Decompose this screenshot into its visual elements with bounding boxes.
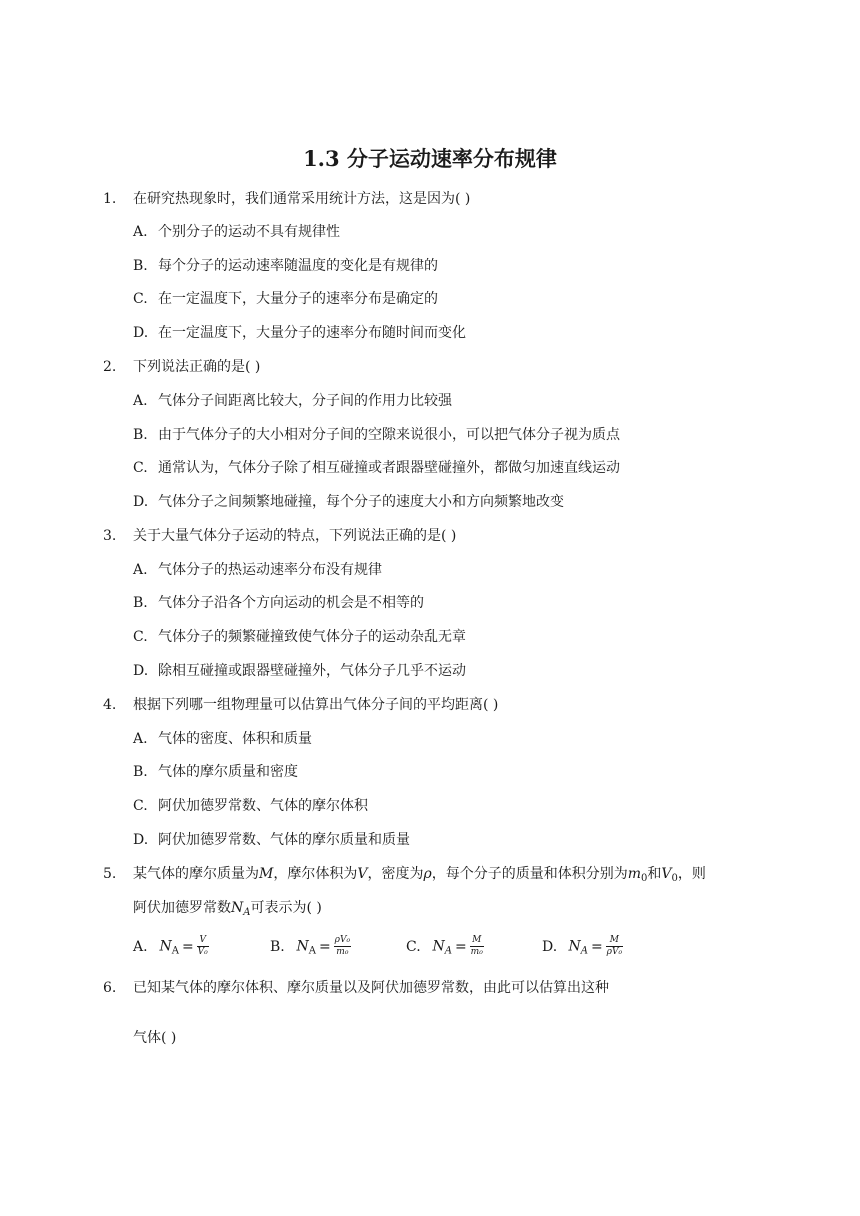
- stem-text: ，每个分子的质量和体积分别为: [431, 866, 628, 882]
- option-letter: C.: [133, 629, 148, 645]
- option-c[interactable]: [133, 289, 438, 309]
- page-title: 1.3 分子运动速率分布规律: [303, 146, 557, 171]
- math-subscript: A: [580, 945, 588, 957]
- stem-text: ，密度为: [367, 866, 424, 882]
- math-symbol: N: [296, 938, 309, 955]
- question-number: 6.: [103, 980, 117, 996]
- equals-sign: =: [181, 938, 194, 955]
- option-b[interactable]: [133, 256, 438, 276]
- question-stem: 根据下列哪一组物理量可以估算出气体分子间的平均距离( ): [133, 697, 499, 713]
- question-stem-line-2: [133, 898, 322, 923]
- fraction-numerator: M: [470, 935, 484, 947]
- option-letter: B.: [133, 595, 148, 611]
- option-letter: B.: [133, 427, 148, 443]
- option-letter: D.: [133, 494, 149, 510]
- option-a[interactable]: [133, 222, 340, 242]
- option-text: 气体的摩尔质量和密度: [158, 764, 298, 780]
- question-number: 4.: [103, 697, 117, 713]
- option-letter: A.: [133, 224, 148, 240]
- option-text: 气体分子的热运动速率分布没有规律: [158, 562, 382, 578]
- option-text: 由于气体分子的大小相对分子间的空隙来说很小，可以把气体分子视为质点: [158, 427, 620, 443]
- question-number: 2.: [103, 359, 117, 375]
- fraction: [606, 935, 623, 958]
- option-letter: A.: [133, 562, 148, 578]
- stem-text: 阿伏加德罗常数: [133, 900, 231, 916]
- fraction: [470, 935, 484, 958]
- math-subscript: A: [444, 945, 452, 957]
- math-symbol: N: [568, 938, 581, 955]
- option-d[interactable]: [542, 935, 623, 962]
- math-symbol: V: [357, 866, 368, 882]
- equals-sign: =: [318, 938, 331, 955]
- option-text: 阿伏加德罗常数、气体的摩尔体积: [158, 798, 368, 814]
- equals-sign: =: [590, 938, 603, 955]
- stem-text: ，则: [677, 866, 706, 882]
- option-letter: A.: [133, 393, 148, 409]
- option-d[interactable]: [133, 830, 410, 850]
- question-stem: 在研究热现象时，我们通常采用统计方法，这是因为( ): [133, 191, 471, 207]
- question-number: 5.: [103, 866, 117, 882]
- option-letter: A.: [133, 938, 148, 955]
- option-letter: C.: [406, 938, 421, 955]
- fraction-denominator: m₀: [470, 947, 483, 957]
- question-stem: 关于大量气体分子运动的特点，下列说法正确的是( ): [133, 528, 457, 544]
- option-text: 在一定温度下，大量分子的速率分布随时间而变化: [158, 325, 466, 341]
- option-c[interactable]: [133, 458, 620, 478]
- math-symbol: M: [259, 866, 274, 882]
- option-a[interactable]: [133, 729, 312, 749]
- option-a[interactable]: [133, 391, 452, 411]
- option-text: 除相互碰撞或跟器壁碰撞外，气体分子几乎不运动: [158, 663, 466, 679]
- fraction-denominator: ρV₀: [606, 947, 623, 957]
- option-letter: A.: [133, 731, 148, 747]
- fraction-denominator: m₀: [336, 947, 349, 957]
- option-d[interactable]: [133, 661, 466, 681]
- option-letter: B.: [133, 764, 148, 780]
- math-symbol: ρ: [423, 866, 432, 882]
- option-text: 个别分子的运动不具有规律性: [158, 224, 340, 240]
- option-letter: D.: [133, 832, 149, 848]
- option-b[interactable]: [270, 935, 351, 962]
- option-c[interactable]: [406, 935, 484, 962]
- option-letter: B.: [133, 258, 148, 274]
- option-b[interactable]: [133, 762, 298, 782]
- fraction: [334, 935, 351, 958]
- option-letter: D.: [133, 663, 149, 679]
- option-c[interactable]: [133, 796, 368, 816]
- math-symbol: V: [661, 866, 672, 882]
- question-stem-line-1: 已知某气体的摩尔体积、摩尔质量以及阿伏加德罗常数，由此可以估算出这种: [133, 980, 609, 996]
- stem-text: 和: [647, 866, 662, 882]
- stem-text: ，摩尔体积为: [273, 866, 358, 882]
- math-subscript: A: [308, 945, 316, 957]
- math-subscript: A: [171, 945, 179, 957]
- option-c[interactable]: [133, 627, 466, 647]
- option-a[interactable]: [133, 560, 382, 580]
- option-letter: C.: [133, 291, 148, 307]
- question-stem: 下列说法正确的是( ): [133, 359, 261, 375]
- math-subscript: A: [243, 907, 251, 918]
- option-letter: D.: [542, 938, 558, 955]
- option-letter: D.: [133, 325, 149, 341]
- equals-sign: =: [454, 938, 467, 955]
- option-b[interactable]: [133, 593, 424, 613]
- math-symbol: N: [159, 938, 172, 955]
- question-number: 1.: [103, 191, 117, 207]
- option-letter: B.: [270, 938, 285, 955]
- question-stem-line-2: 气体( ): [133, 1030, 177, 1046]
- math-symbol: N: [231, 900, 244, 916]
- math-subscript: 0: [640, 873, 648, 884]
- option-d[interactable]: [133, 492, 564, 512]
- option-a[interactable]: [133, 935, 209, 962]
- option-text: 气体的密度、体积和质量: [158, 731, 312, 747]
- option-text: 通常认为，气体分子除了相互碰撞或者跟器壁碰撞外，都做匀加速直线运动: [158, 460, 620, 476]
- fraction: [197, 935, 209, 958]
- stem-text: 某气体的摩尔质量为: [133, 866, 259, 882]
- option-b[interactable]: [133, 425, 620, 445]
- math-subscript: 0: [671, 873, 678, 884]
- option-text: 气体分子之间频繁地碰撞，每个分子的速度大小和方向频繁地改变: [158, 494, 564, 510]
- question-number: 3.: [103, 528, 117, 544]
- fraction-numerator: M: [606, 935, 623, 947]
- option-letter: C.: [133, 798, 148, 814]
- fraction-numerator: V: [197, 935, 209, 947]
- question-stem-line-1: [133, 864, 706, 889]
- stem-text: 可表示为( ): [250, 900, 322, 916]
- option-text: 气体分子沿各个方向运动的机会是不相等的: [158, 595, 424, 611]
- math-symbol: N: [432, 938, 445, 955]
- math-symbol: m: [627, 866, 641, 882]
- option-d[interactable]: [133, 323, 466, 343]
- option-text: 在一定温度下，大量分子的速率分布是确定的: [158, 291, 438, 307]
- option-text: 阿伏加德罗常数、气体的摩尔质量和质量: [158, 832, 410, 848]
- option-text: 每个分子的运动速率随温度的变化是有规律的: [158, 258, 438, 274]
- option-letter: C.: [133, 460, 148, 476]
- option-text: 气体分子间距离比较大，分子间的作用力比较强: [158, 393, 452, 409]
- fraction-numerator: ρV₀: [334, 935, 351, 945]
- option-text: 气体分子的频繁碰撞致使气体分子的运动杂乱无章: [158, 629, 466, 645]
- fraction-denominator: V₀: [197, 947, 208, 957]
